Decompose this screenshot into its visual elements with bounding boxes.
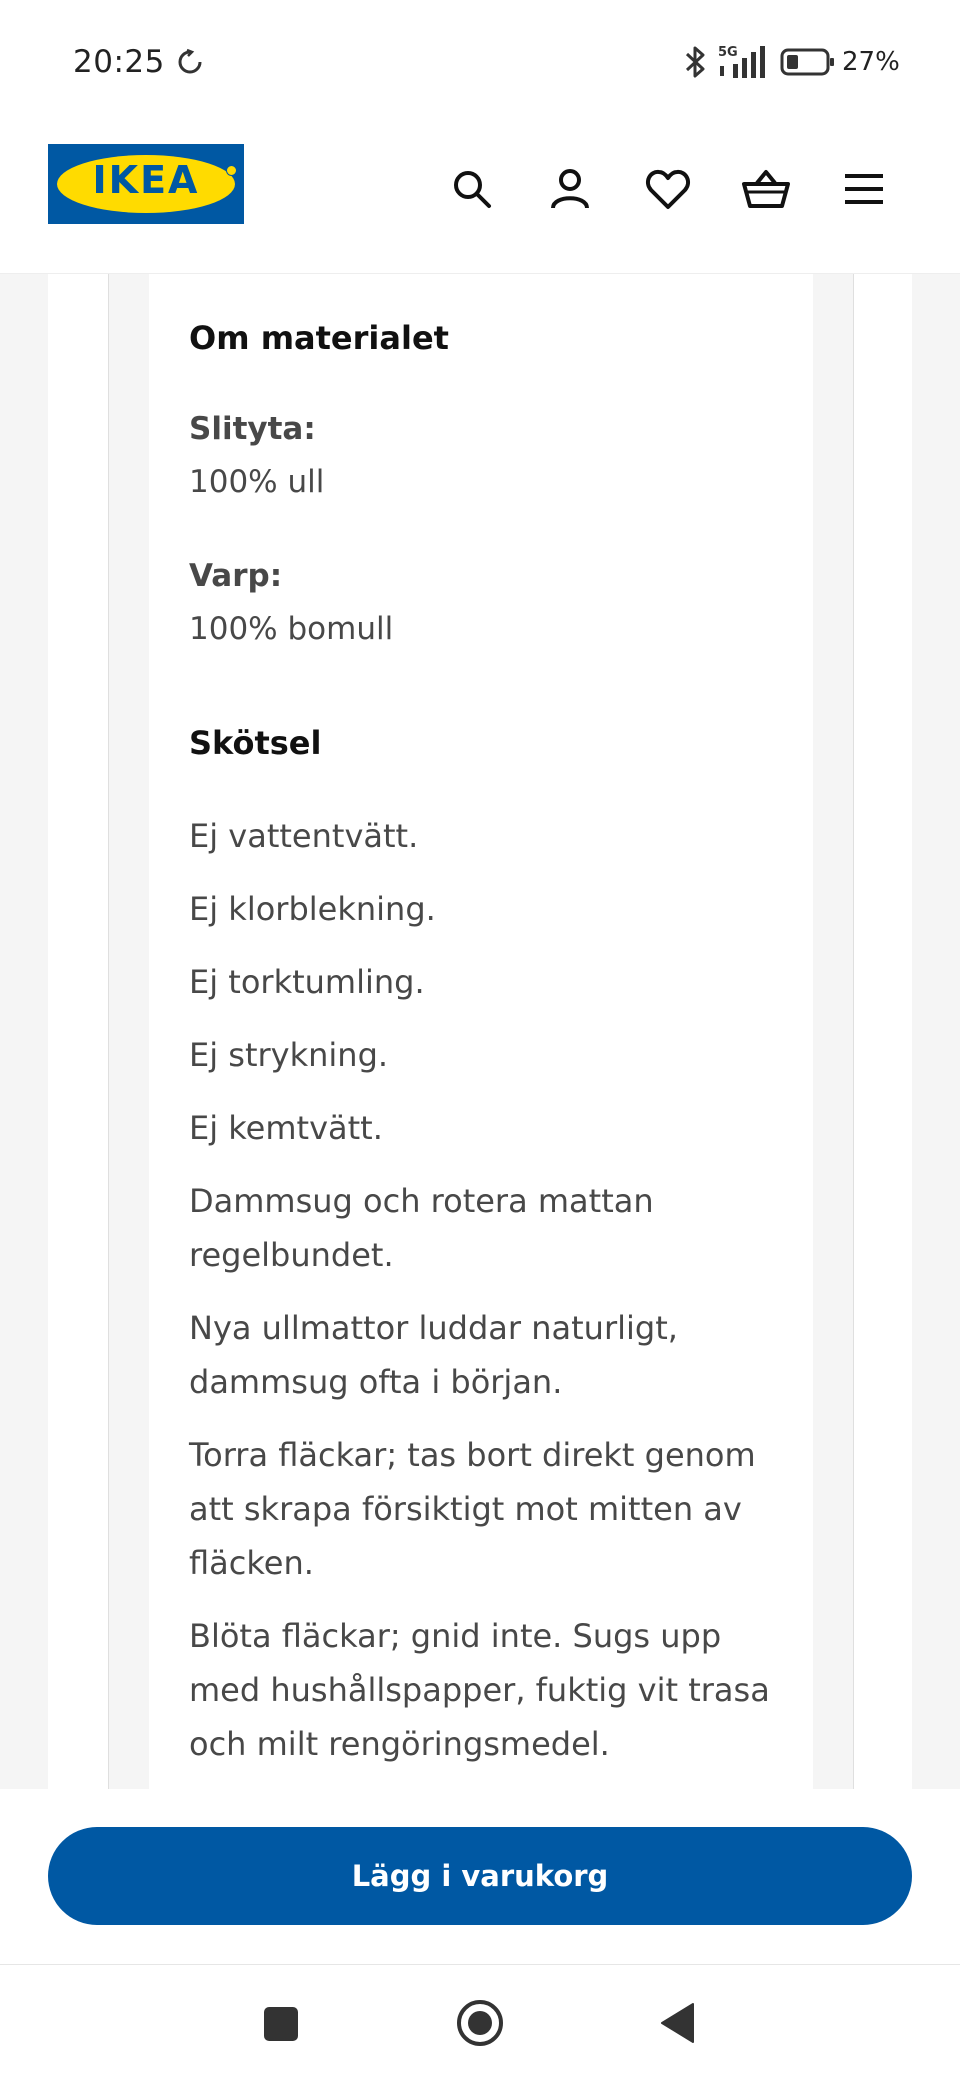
status-time: 20:25: [73, 44, 165, 80]
account-icon: [548, 167, 592, 211]
back-icon[interactable]: [659, 2001, 697, 2045]
sync-icon: [176, 48, 204, 76]
recent-apps-icon[interactable]: [264, 2007, 298, 2041]
logo-text: IKEA: [92, 158, 200, 202]
care-heading: Skötsel: [189, 724, 322, 762]
basket-button[interactable]: [740, 163, 792, 215]
care-instruction: Ej kemtvätt.: [189, 1109, 383, 1147]
details-panel: [108, 274, 854, 1789]
care-instruction: Ej vattentvätt.: [189, 817, 419, 855]
favourites-button[interactable]: [642, 163, 694, 215]
system-nav-bar: [0, 1965, 960, 2079]
svg-text:5G: 5G: [718, 45, 738, 60]
details-sheet: [48, 274, 912, 1789]
registered-mark: [226, 165, 237, 176]
care-instruction: Blöta fläckar; gnid inte. Sugs upp med hushållspapper, fuktig vit trasa och milt rengöringsmedel.: [189, 1617, 770, 1763]
home-icon[interactable]: [455, 1998, 505, 2048]
material-heading: Om materialet: [189, 319, 449, 357]
bluetooth-icon: [680, 44, 710, 80]
material-label: Varp:: [189, 558, 283, 594]
care-instruction: Ej torktumling.: [189, 963, 425, 1001]
search-button[interactable]: [446, 163, 498, 215]
battery-icon: [780, 47, 836, 77]
menu-icon: [842, 167, 886, 211]
care-instruction: Dammsug och rotera mattan regelbundet.: [189, 1182, 654, 1274]
care-instruction: Torra fläckar; tas bort direkt genom att skrapa försiktigt mot mitten av fläcken.: [189, 1436, 756, 1582]
care-instruction: Ej klorblekning.: [189, 890, 436, 928]
signal-icon: [716, 44, 766, 80]
product-details-content[interactable]: [0, 274, 960, 1789]
material-value: 100% ull: [189, 464, 325, 500]
battery-percent: 27%: [842, 47, 900, 77]
basket-icon: [741, 167, 791, 211]
add-to-cart-button[interactable]: Lägg i varukorg: [48, 1827, 912, 1925]
care-instruction: Ej strykning.: [189, 1036, 389, 1074]
menu-button[interactable]: [838, 163, 890, 215]
heart-icon: [645, 167, 691, 211]
ikea-logo[interactable]: [48, 144, 244, 224]
material-value: 100% bomull: [189, 611, 394, 647]
care-instruction: Nya ullmattor luddar naturligt, dammsug ofta i början.: [189, 1309, 678, 1401]
status-bar: [0, 0, 960, 125]
account-button[interactable]: [544, 163, 596, 215]
action-bar: [0, 1789, 960, 1965]
material-label: Slityta:: [189, 411, 316, 447]
search-icon: [450, 167, 494, 211]
site-header: [0, 125, 960, 274]
material-card: [149, 274, 813, 1789]
